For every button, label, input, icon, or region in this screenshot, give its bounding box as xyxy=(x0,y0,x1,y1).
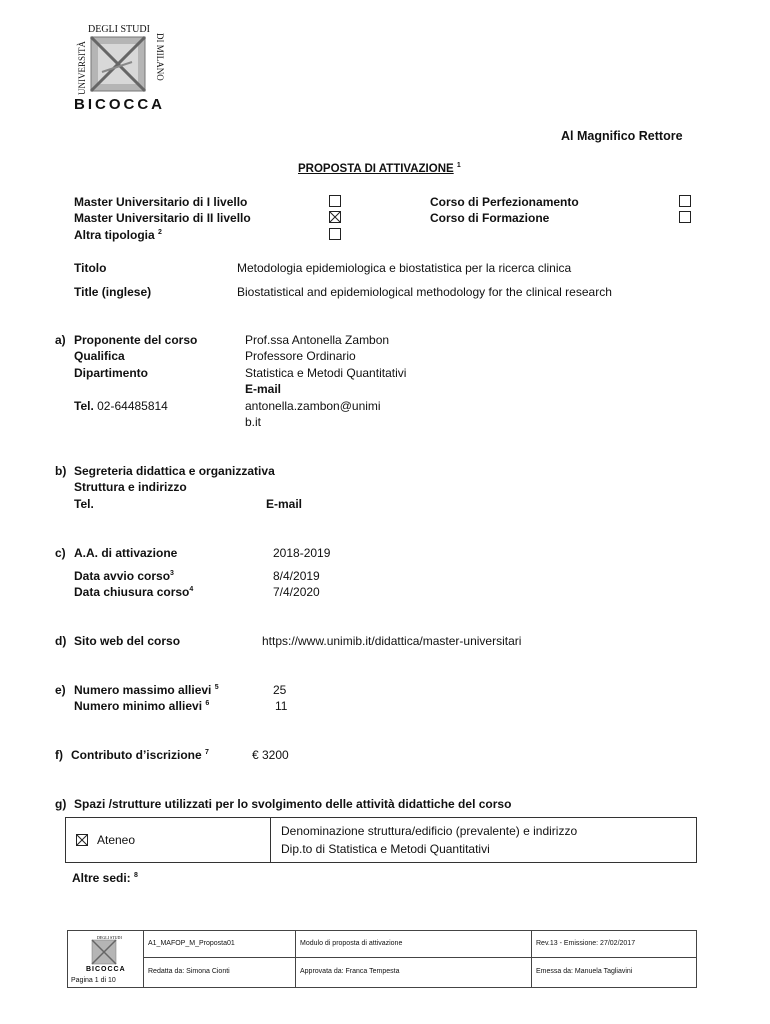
footer-module: Modulo di proposta di attivazione xyxy=(300,940,403,947)
ateneo-label: Ateneo xyxy=(97,833,136,847)
section-e-letter: e) xyxy=(55,683,66,697)
max-allievi-value: 25 xyxy=(273,683,287,697)
course-type-label: Altra tipologia $^2$ xyxy=(74,228,162,242)
titolo-label: Titolo xyxy=(74,261,107,275)
tel-value: 02-64485814 xyxy=(97,399,168,413)
segreteria-label: Segreteria didattica e organizzativa xyxy=(74,464,275,478)
footer-logo-icon xyxy=(84,934,128,972)
footer-emessa: Emessa da: Manuela Tagliavini xyxy=(536,968,633,975)
checkbox-x-icon xyxy=(77,835,87,845)
contributo-value: € 3200 xyxy=(252,748,289,762)
max-allievi-label: Numero massimo allievi $^5$ xyxy=(74,683,219,697)
struttura-label: Struttura e indirizzo xyxy=(74,480,187,494)
title-footnote: 1 xyxy=(456,162,461,169)
course-type-label: Corso di Perfezionamento xyxy=(430,195,579,209)
email-value-line2: b.it xyxy=(245,415,262,429)
section-d-letter: d) xyxy=(55,634,67,648)
altre-sedi-label: Altre sedi: $^8$ xyxy=(72,871,138,885)
footer-page-number: Pagina 1 di 10 xyxy=(71,977,116,984)
aa-value: 2018-2019 xyxy=(273,546,331,560)
proponente-label: Proponente del corso xyxy=(74,333,198,347)
checkbox-corso-formazione[interactable] xyxy=(679,211,691,223)
section-a-letter: a) xyxy=(55,333,66,347)
struttura-line1: Denominazione struttura/edificio (prevalente) e indirizzo xyxy=(281,824,578,838)
qualifica-label: Qualifica xyxy=(74,349,125,363)
footer-code: A1_MAFOP_M_Proposta01 xyxy=(148,940,235,947)
segreteria-tel-label: Tel. xyxy=(74,497,94,511)
footer-logo-top-text: DEGLI STUDI xyxy=(97,935,122,940)
course-type-label: Master Universitario di I livello xyxy=(74,195,248,209)
min-allievi-label: Numero minimo allievi $^6$ xyxy=(74,699,210,713)
document-footer xyxy=(67,930,697,988)
avvio-label: Data avvio corso$^3$ xyxy=(74,569,174,583)
page-title-text: PROPOSTA DI ATTIVAZIONE xyxy=(298,162,454,175)
checkbox-altra-tipologia[interactable] xyxy=(329,228,341,240)
checkbox-corso-perfezionamento[interactable] xyxy=(679,195,691,207)
footer-redatta: Redatta da: Simona Cionti xyxy=(148,968,230,975)
min-allievi-value: 11 xyxy=(275,699,288,713)
checkbox-x-icon xyxy=(330,212,340,222)
avvio-value: 8/4/2019 xyxy=(273,569,320,583)
contributo-label: Contributo d’iscrizione $^7$ xyxy=(71,748,209,762)
section-c-letter: c) xyxy=(55,546,66,560)
aa-label: A.A. di attivazione xyxy=(74,546,178,560)
spazi-table xyxy=(65,817,697,863)
logo-right-text: DI MILANO xyxy=(155,33,165,81)
title-en-label: Title (inglese) xyxy=(74,285,152,299)
tel-row xyxy=(74,399,168,413)
course-type-label: Corso di Formazione xyxy=(430,211,550,225)
sito-web-label: Sito web del corso xyxy=(74,634,181,648)
sito-web-link[interactable]: https://www.unimib.it/didattica/master-universitari xyxy=(262,634,522,648)
section-b-letter: b) xyxy=(55,464,67,478)
logo-left-text: UNIVERSITÀ xyxy=(77,41,87,95)
chiusura-label: Data chiusura corso$^4$ xyxy=(74,585,194,599)
checkbox-master-i-livello[interactable] xyxy=(329,195,341,207)
section-g-letter: g) xyxy=(55,797,67,811)
tel-label: Tel. xyxy=(74,399,94,413)
email-label: E-mail xyxy=(245,382,282,396)
proponente-value: Prof.ssa Antonella Zambon xyxy=(245,333,390,347)
checkbox-ateneo[interactable] xyxy=(76,834,88,846)
spazi-label: Spazi /strutture utilizzati per lo svolgimento delle attività didattiche del corso xyxy=(74,797,512,811)
section-f-letter: f) xyxy=(55,748,63,762)
chiusura-value: 7/4/2020 xyxy=(273,585,320,599)
page-title xyxy=(298,162,461,175)
university-logo xyxy=(72,22,164,117)
footer-revision: Rev.13 - Emissione: 27/02/2017 xyxy=(536,940,636,947)
checkbox-master-ii-livello[interactable] xyxy=(329,211,341,223)
ateneo-cell xyxy=(66,818,271,863)
footer-approvata: Approvata da: Franca Tempesta xyxy=(300,968,400,975)
titolo-value: Metodologia epidemiologica e biostatistica per la ricerca clinica xyxy=(237,261,572,275)
footer-logo-bottom-text: BICOCCA xyxy=(86,966,126,972)
addressee: Al Magnifico Rettore xyxy=(561,129,683,143)
segreteria-email-label: E-mail xyxy=(266,497,303,511)
email-value-line1: antonella.zambon@unimi xyxy=(245,399,381,413)
struttura-cell xyxy=(271,818,697,863)
dipartimento-value: Statistica e Metodi Quantitativi xyxy=(245,366,407,380)
title-en-value: Biostatistical and epidemiological methodology for the clinical research xyxy=(237,285,612,299)
logo-bottom-text: BICOCCA xyxy=(74,96,165,113)
course-type-label: Master Universitario di II livello xyxy=(74,211,251,225)
logo-top-text: DEGLI STUDI xyxy=(88,24,150,35)
qualifica-value: Professore Ordinario xyxy=(245,349,356,363)
dipartimento-label: Dipartimento xyxy=(74,366,149,380)
struttura-line2: Dip.to di Statistica e Metodi Quantitativi xyxy=(281,842,490,856)
